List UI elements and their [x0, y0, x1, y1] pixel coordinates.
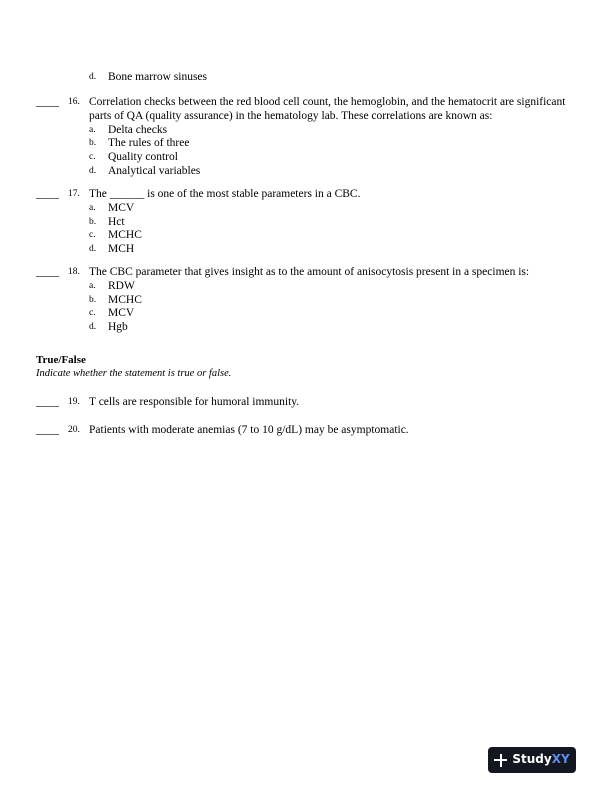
choice-text: MCV [108, 201, 135, 214]
choice-letter: d. [89, 244, 97, 255]
choice-letter: d. [89, 72, 97, 82]
choice-text: Analytical variables [108, 164, 201, 177]
choice-text: Hgb [108, 321, 128, 334]
answer-blank[interactable]: ____ [36, 188, 59, 200]
choice-16-b[interactable] [36, 137, 576, 151]
choice-letter: c. [89, 152, 96, 163]
brand-word-main: Study [512, 752, 552, 767]
choice-letter: b. [89, 294, 97, 305]
question-number: 18. [68, 267, 80, 277]
studyxy-logo [488, 747, 576, 773]
choice-text: MCH [108, 243, 135, 256]
answer-blank[interactable]: ____ [36, 396, 59, 408]
choice-letter: c. [89, 230, 96, 241]
choice-17-d[interactable] [36, 243, 576, 257]
question-number: 16. [68, 97, 80, 107]
choice-letter: d. [89, 322, 97, 333]
question-text: The CBC parameter that gives insight as to the amount of anisocytosis present in a specimen is: [89, 266, 530, 278]
choice-18-c[interactable] [36, 307, 576, 321]
choice-list [36, 124, 576, 179]
brand-word-accent: XY [551, 752, 570, 767]
choice-17-c[interactable] [36, 229, 576, 243]
choice-text: MCV [108, 307, 135, 320]
choice-text: Hct [108, 215, 125, 228]
choice-16-a[interactable] [36, 124, 576, 138]
question-text: Correlation checks between the red blood cell count, the hemoglobin, and the hematocrit are significant parts of QA (quality assurance) in the hematology lab. These correlations are known as: [89, 96, 566, 122]
choice-letter: a. [89, 280, 96, 291]
question-stem [36, 96, 576, 124]
answer-blank[interactable]: ____ [36, 424, 59, 436]
choice-15-d [36, 71, 576, 85]
brand-wordmark [512, 753, 569, 767]
choice-text: Quality control [108, 151, 178, 164]
question-15-tail [36, 71, 576, 85]
choice-text: RDW [108, 279, 135, 292]
question-17 [36, 188, 576, 257]
choice-text: Bone marrow sinuses [108, 71, 208, 83]
choice-text: MCHC [108, 229, 142, 242]
question-text: T cells are responsible for humoral immunity. [89, 396, 300, 408]
section-instruction: Indicate whether the statement is true or false. [36, 368, 232, 379]
question-number: 17. [68, 189, 80, 199]
plus-icon [494, 754, 507, 767]
question-16 [36, 96, 576, 179]
choice-17-b[interactable] [36, 216, 576, 230]
question-stem [36, 266, 576, 280]
true-false-section [36, 354, 576, 380]
question-number: 19. [68, 397, 80, 407]
choice-list [36, 280, 576, 335]
choice-letter: d. [89, 165, 97, 176]
answer-blank[interactable]: ____ [36, 266, 59, 278]
choice-text: The rules of three [108, 137, 190, 150]
question-text: Patients with moderate anemias (7 to 10 g/dL) may be asymptomatic. [89, 424, 409, 436]
choice-17-a[interactable] [36, 202, 576, 216]
section-title: True/False [36, 354, 86, 366]
question-19 [36, 396, 576, 410]
choice-18-b[interactable] [36, 294, 576, 308]
choice-16-d[interactable] [36, 165, 576, 179]
question-20 [36, 424, 576, 438]
choice-letter: b. [89, 216, 97, 227]
choice-16-c[interactable] [36, 151, 576, 165]
question-stem [36, 188, 576, 202]
choice-18-d[interactable] [36, 321, 576, 335]
choice-letter: a. [89, 124, 96, 135]
answer-blank[interactable]: ____ [36, 96, 59, 108]
question-text: The ______ is one of the most stable parameters in a CBC. [89, 188, 361, 200]
choice-text: Delta checks [108, 123, 168, 136]
choice-letter: c. [89, 308, 96, 319]
question-18 [36, 266, 576, 335]
choice-text: MCHC [108, 293, 142, 306]
question-stem [36, 424, 576, 438]
choice-18-a[interactable] [36, 280, 576, 294]
choice-letter: b. [89, 138, 97, 149]
question-stem [36, 396, 576, 410]
choice-list [36, 202, 576, 257]
choice-letter: a. [89, 202, 96, 213]
question-number: 20. [68, 425, 80, 435]
